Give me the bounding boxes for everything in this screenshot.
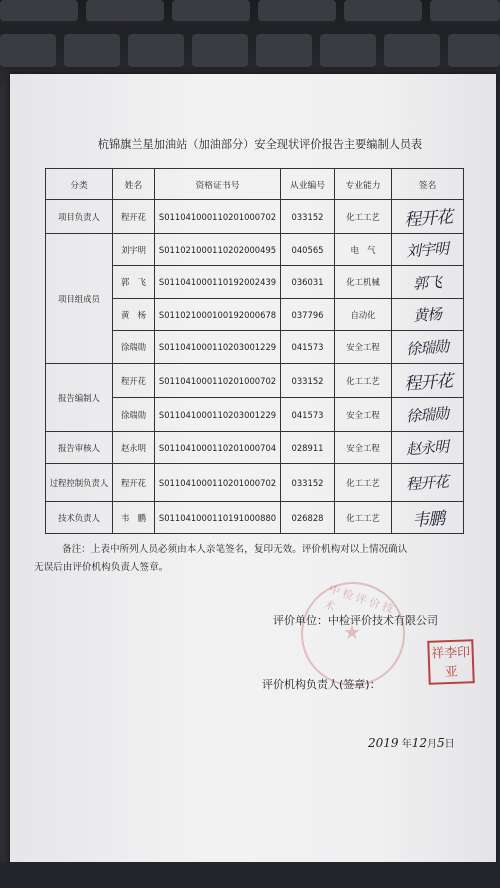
group-cell: 项目组成员: [46, 234, 113, 364]
date-day: 5: [437, 736, 445, 750]
handwritten-signature: 程开花: [403, 371, 453, 395]
keyboard-key: [344, 0, 422, 24]
employee-id-cell: 033152: [281, 464, 335, 502]
employee-id-cell: 026828: [281, 502, 335, 534]
cert-cell: S011021000100192000678: [155, 299, 281, 331]
document-title: 杭锦旗兰星加油站（加油部分）安全现状评价报告主要编制人员表: [97, 138, 423, 151]
handwritten-signature: 程开花: [405, 472, 450, 494]
table-row: [46, 432, 464, 464]
keyboard-key: [128, 34, 184, 70]
keyboard-key: [256, 34, 312, 70]
keyboard-key: [86, 0, 164, 24]
keyboard-key: [64, 34, 120, 70]
evaluation-unit: [273, 612, 438, 628]
keyboard-key: [320, 34, 376, 70]
group-cell: 过程控制负责人: [46, 464, 113, 502]
handwritten-signature: 韦鹏: [411, 508, 445, 532]
keyboard-key: [258, 0, 336, 24]
handwritten-signature: 程开花: [403, 207, 453, 231]
institution-head-label: 评价机构负责人(签章)：: [262, 678, 381, 691]
handwritten-signature: 赵永明: [405, 437, 450, 459]
column-header: 分类: [46, 169, 113, 200]
date-month-char: 月: [427, 739, 438, 750]
column-header: 签名: [392, 169, 464, 200]
staff-table: [45, 168, 464, 534]
signature-cell: [392, 398, 464, 432]
signature-cell: [392, 299, 464, 331]
column-header: 资格证书号: [155, 169, 281, 200]
employee-id-cell: 028911: [281, 432, 335, 464]
date-year: 2019: [368, 736, 399, 750]
column-header: 专业能力: [335, 169, 392, 200]
cert-cell: S011041000110201000704: [155, 432, 281, 464]
handwritten-signature: 郭飞: [412, 272, 443, 293]
cert-cell: S011021000110202000495: [155, 234, 281, 266]
group-cell: 报告审核人: [46, 432, 113, 464]
date-year-char: 年: [401, 739, 412, 750]
cert-cell: S011041000110201000702: [155, 200, 281, 234]
cert-cell: S011041000110201000702: [155, 364, 281, 398]
note-line: 无误后由评价机构负责人签章。: [34, 562, 169, 573]
note-line: 备注：上表中所列人员必须由本人亲笔签名，复印无效。评价机构对以上情况确认: [62, 544, 408, 555]
specialty-cell: 化工工艺: [335, 464, 392, 502]
table-note: [34, 541, 474, 577]
table-row: [46, 464, 464, 502]
column-header: 从业编号: [281, 169, 335, 200]
group-cell: 技术负责人: [46, 502, 113, 534]
signature-cell: [392, 464, 464, 502]
specialty-cell: 安全工程: [335, 398, 392, 432]
cert-cell: S011041000110203001229: [155, 331, 281, 364]
specialty-cell: 安全工程: [335, 331, 392, 364]
cert-cell: S011041000110191000880: [155, 502, 281, 534]
date-month: 12: [411, 736, 428, 750]
employee-id-cell: 033152: [281, 364, 335, 398]
date-day-char: 日: [444, 739, 455, 750]
signature-cell: [392, 331, 464, 364]
table-row: [46, 234, 464, 266]
employee-id-cell: 040565: [281, 234, 335, 266]
name-cell: 刘宇明: [113, 234, 155, 266]
name-cell: 程开花: [113, 364, 155, 398]
keyboard-key: [448, 34, 500, 70]
keyboard-key: [0, 34, 56, 70]
column-header: 姓名: [113, 169, 155, 200]
cert-cell: S011041000110201000702: [155, 464, 281, 502]
keyboard-key: [192, 34, 248, 70]
group-cell: 报告编制人: [46, 364, 113, 432]
handwritten-signature: 刘宇明: [405, 239, 450, 261]
specialty-cell: 化工工艺: [335, 502, 392, 534]
employee-id-cell: 037796: [281, 299, 335, 331]
group-cell: 项目负责人: [46, 200, 113, 234]
signature-cell: [392, 234, 464, 266]
specialty-cell: 安全工程: [335, 432, 392, 464]
name-cell: 徐瑞勋: [113, 331, 155, 364]
table-row: [46, 200, 464, 234]
name-cell: 徐瑞勋: [113, 398, 155, 432]
specialty-cell: 电 气: [335, 234, 392, 266]
employee-id-cell: 036031: [281, 266, 335, 299]
keyboard-key: [172, 0, 250, 24]
name-cell: 黄 杨: [113, 299, 155, 331]
specialty-cell: 化工工艺: [335, 364, 392, 398]
signature-cell: [392, 266, 464, 299]
table-row: [46, 502, 464, 534]
specialty-cell: 化工工艺: [335, 200, 392, 234]
name-cell: 郭 飞: [113, 266, 155, 299]
evaluation-unit-name: 中检评价技术有限公司: [328, 614, 438, 627]
signature-cell: [392, 200, 464, 234]
keyboard-key: [430, 0, 500, 24]
specialty-cell: 化工机械: [335, 266, 392, 299]
table-row: [46, 364, 464, 398]
handwritten-signature: 徐瑞勋: [405, 404, 450, 426]
name-cell: 赵永明: [113, 432, 155, 464]
name-cell: 韦 鹏: [113, 502, 155, 534]
handwritten-signature: 徐瑞勋: [405, 337, 450, 358]
signature-cell: [392, 502, 464, 534]
keyboard-key: [384, 34, 440, 70]
name-cell: 程开花: [113, 200, 155, 234]
name-cell: 程开花: [113, 464, 155, 502]
signature-cell: [392, 432, 464, 464]
bottom-surface: [0, 862, 500, 888]
cert-cell: S011041000110203001229: [155, 398, 281, 432]
employee-id-cell: 041573: [281, 331, 335, 364]
handwritten-signature: 黄杨: [412, 305, 443, 325]
evaluation-unit-label: 评价单位：: [273, 614, 328, 627]
employee-id-cell: 041573: [281, 398, 335, 432]
employee-id-cell: 033152: [281, 200, 335, 234]
company-seal-text: 中检评价技术: [322, 582, 398, 617]
table-header-row: [46, 169, 464, 200]
signature-cell: [392, 364, 464, 398]
star-icon: ★: [343, 620, 361, 644]
personal-seal: 祥李印亚: [427, 639, 475, 685]
sign-date: [368, 735, 455, 750]
cert-cell: S011041000110192002439: [155, 266, 281, 299]
company-seal: [301, 582, 405, 686]
keyboard-key: [0, 0, 78, 24]
specialty-cell: 自动化: [335, 299, 392, 331]
